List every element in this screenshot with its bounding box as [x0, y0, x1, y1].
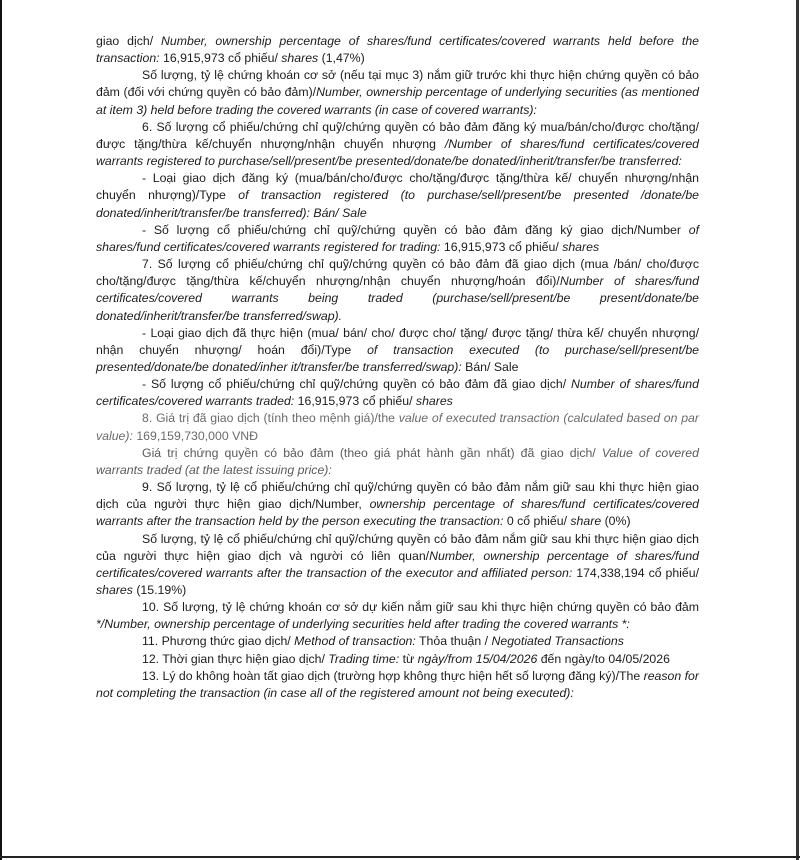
item-8-covered-warrants-value: Giá trị chứng quyền có bảo đảm (theo giá phát hành gần nhất) đã giao dịch/ Value of covered warrants traded (at the latest issuing price):	[96, 445, 699, 477]
item-9-holding-after-executor: 9. Số lượng, tỷ lệ cổ phiếu/chứng chỉ quỹ/chứng quyền có bảo đảm nắm giữ sau khi thực hiện giao dịch của người thực hiện giao dịch/Number, ownership percentage of shares/fund certificates/covered warrants after the transaction held by the person executing the transaction: 0 cổ phiếu/ share (0%)	[96, 480, 700, 529]
item-6-registered-type: - Loại giao dịch đăng ký (mua/bán/cho/được cho/tặng/được tặng/thừa kế/ chuyển nhượng/nhận chuyển nhượng)/Type of transaction registered (to purchase/sell/present/be presented /donate/be donated/inherit/transfer/be transferred): Bán/ Sale	[96, 171, 699, 220]
item-7-traded-quantity: 7. Số lượng cổ phiếu/chứng chỉ quỹ/chứng quyền có bảo đảm đã giao dịch (mua /bán/ cho/được cho/tặng/được tặng/thừa kế/chuyển nhượng/nhận chuyển nhượng/hoán đổi)/Number of shares/fund certificates/covered warrants being traded (purchase/sell/present/be present/donate/be donated/inherit/transfer/be transferred/swap).	[96, 257, 699, 323]
item-8-executed-value: 8. Giá trị đã giao dịch (tính theo mệnh giá)/the value of executed transaction (calculated based on par value): 169,159,730,000 VNĐ	[96, 411, 699, 443]
item-13-incomplete-reason: 13. Lý do không hoàn tất giao dịch (trường hợp không thực hiện hết số lượng đăng ký)/The reason for not completing the transaction (in case all of the registered amount not being executed):	[96, 668, 699, 700]
page-border-left	[0, 0, 2, 860]
item-7-executed-type: - Loại giao dịch đã thực hiện (mua/ bán/ cho/ được cho/ tặng/ được tặng/ thừa kế/ chuyển nhượng/ nhận chuyển nhượng/ hoán đổi)/Type of transaction executed (to purchase/sell/present/be presented/donate/be donated/inher it/transfer/be transferred/swap): Bán/ Sale	[96, 325, 699, 374]
item-10-expected-underlying-holding: 10. Số lượng, tỷ lệ chứng khoán cơ sở dự kiến nắm giữ sau khi thực hiện chứng quyền có bảo đảm */Number, ownership percentage of underlying securities held after trading the covered warrants *:	[96, 600, 699, 632]
item-12-trading-time: 12. Thời gian thực hiện giao dịch/ Trading time: từ ngày/from 15/04/2026 đến ngày/to 04/05/2026	[142, 651, 670, 666]
document-body	[96, 33, 699, 702]
paragraph-holding-before-transaction: giao dịch/ Number, ownership percentage of shares/fund certificates/covered warrants held before the transaction: 16,915,973 cổ phiếu/ shares (1,47%)	[96, 34, 699, 66]
page-border-bottom	[0, 856, 800, 858]
paragraph-underlying-securities-before: Số lượng, tỷ lệ chứng khoán cơ sở (nếu tại mục 3) nắm giữ trước khi thực hiện chứng quyền có bảo đảm (đối với chứng quyền có bảo đảm)/Number, ownership percentage of underlying securities (as mentioned at item 3) held before trading the covered warrants (in case of covered warrants):	[96, 68, 699, 117]
item-6-registered-quantity: 6. Số lượng cổ phiếu/chứng chỉ quỹ/chứng quyền có bảo đảm đăng ký mua/bán/cho/được cho/tặng/được tặng/thừa kế/chuyển nhượng/nhận chuyển nhượng /Number of shares/fund certificates/covered warrants registered to purchase/sell/present/be presented/donate/be donated/inherit/transfer/be transferred:	[96, 119, 699, 169]
page-border-right	[796, 0, 799, 860]
item-7-traded-amount: - Số lượng cổ phiếu/chứng chỉ quỹ/chứng quyền có bảo đảm đã giao dịch/ Number of shares/fund certificates/covered warrants traded: 16,915,973 cổ phiếu/ shares	[96, 377, 699, 409]
item-6-registered-amount: - Số lượng cổ phiếu/chứng chỉ quỹ/chứng quyền có bảo đảm đăng ký giao dịch/Number of shares/fund certificates/covered warrants registered for trading: 16,915,973 cổ phiếu/ shares	[96, 222, 699, 254]
item-9-holding-after-affiliated: Số lượng, tỷ lệ cổ phiếu/chứng chỉ quỹ/chứng quyền có bảo đảm nắm giữ sau khi thực hiện giao dịch của người thực hiện giao dịch và người có liên quan/Number, ownership percentage of shares/fund certificates/covered warrants after the transaction of the executor and affiliated person: 174,338,194 cổ phiếu/ shares (15.19%)	[96, 531, 700, 597]
item-11-transaction-method: 11. Phương thức giao dịch/ Method of transaction: Thỏa thuận / Negotiated Transactions	[142, 634, 624, 649]
